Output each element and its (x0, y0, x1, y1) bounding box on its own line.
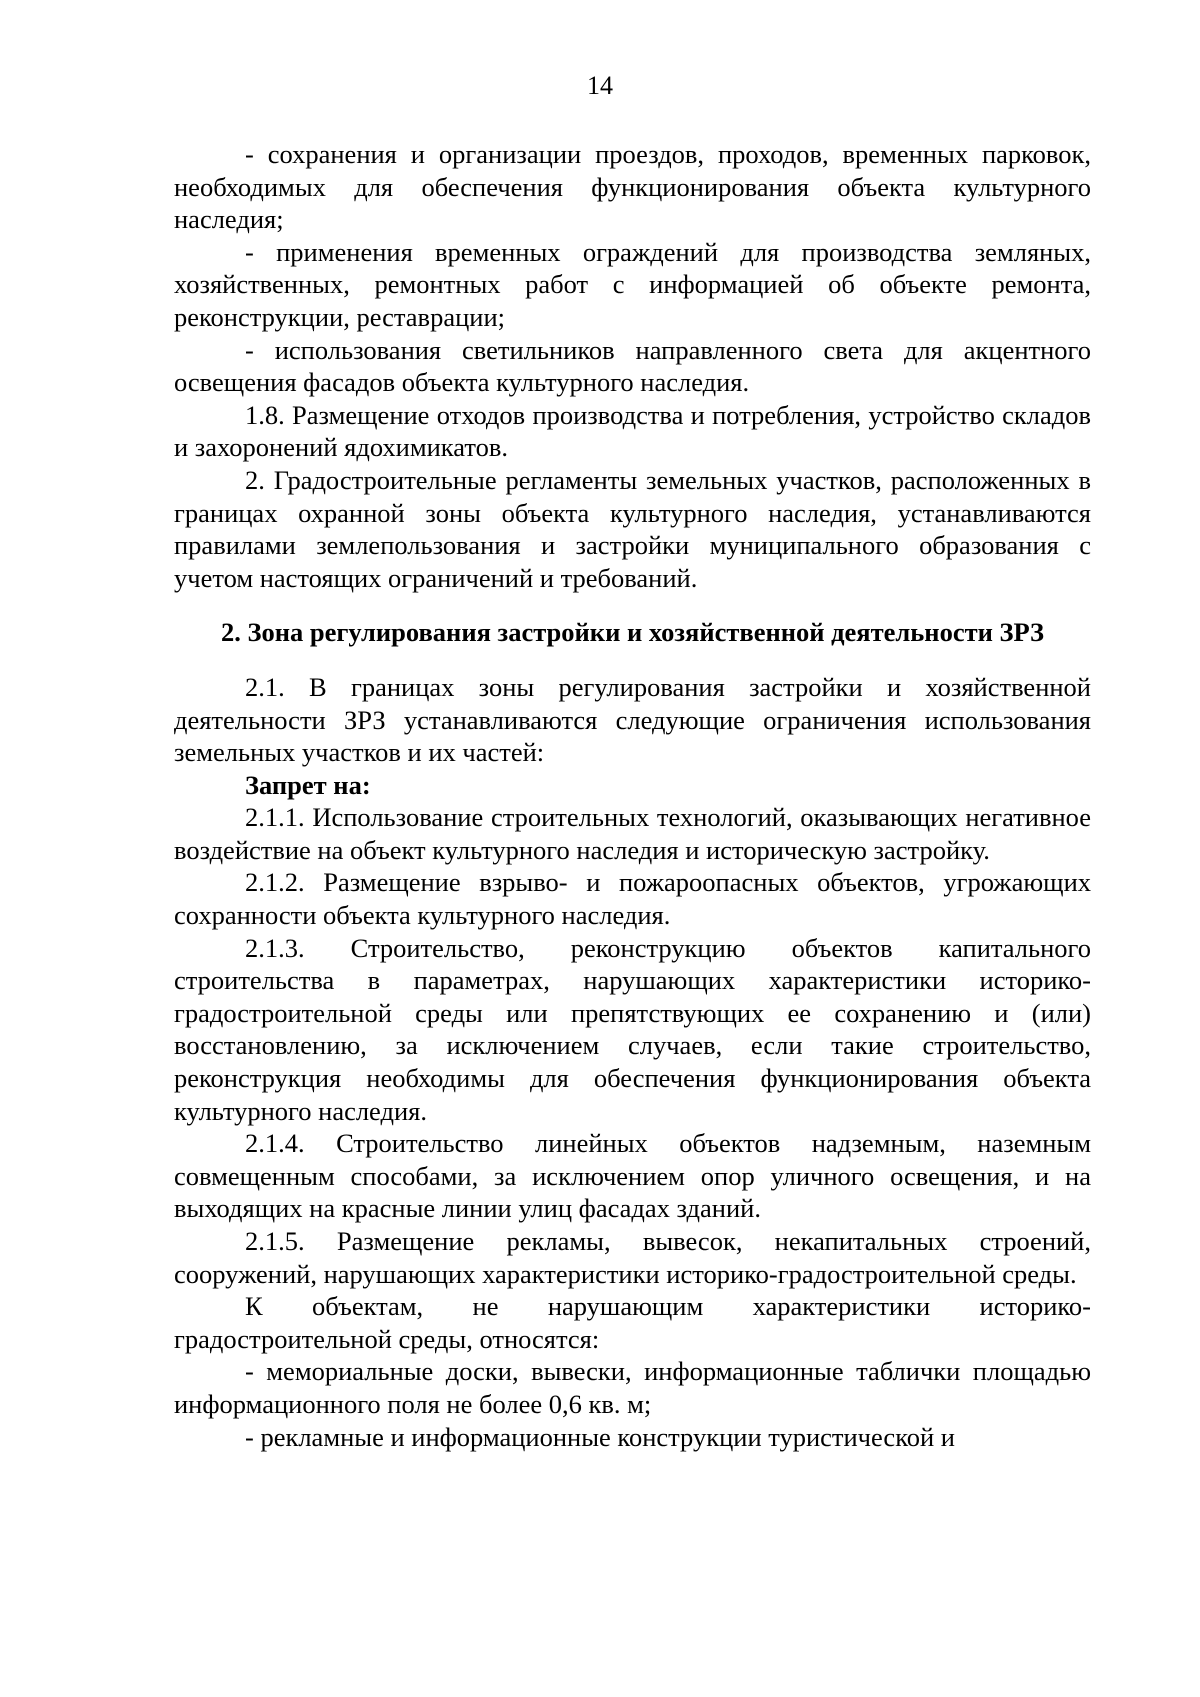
paragraph-1-8: 1.8. Размещение отходов производства и потребления, устройство складов и захоронений ядохимикатов. (174, 399, 1091, 463)
paragraph-2-1: 2.1. В границах зоны регулирования застройки и хозяйственной деятельности ЗРЗ устанавливаются следующие ограничения использования земельных участков и их частей: (174, 671, 1091, 768)
paragraph-2-regulations: 2. Градостроительные регламенты земельных участков, расположенных в границах охранной зоны объекта культурного наследия, устанавливаются правилами землепользования и застройки муниципального образования с учетом настоящих ограничений и требований. (174, 464, 1091, 593)
paragraph-2-1-3: 2.1.3. Строительство, реконструкцию объектов капитального строительства в параметрах, нарушающих характеристики историко-градостроительной среды или препятствующих ее сохранению и (или) восстановлению, за исключением случаев, если такие строительство, реконструкция необходимы для обеспечения функционирования объекта культурного наследия. (174, 932, 1091, 1126)
paragraph-non-violating-objects: К объектам, не нарушающим характеристики историко-градостроительной среды, относятся: (174, 1291, 1091, 1354)
paragraph-2-1-1: 2.1.1. Использование строительных технологий, оказывающих негативное воздействие на объект культурного наследия и историческую застройку. (174, 802, 1091, 865)
section-heading: 2. Зона регулирования застройки и хозяйственной деятельности ЗРЗ (221, 617, 1044, 648)
paragraph-parking: - сохранения и организации проездов, проходов, временных парковок, необходимых для обеспечения функционирования объекта культурного наследия; (174, 139, 1091, 235)
paragraph-2-1-5: 2.1.5. Размещение рекламы, вывесок, некапитальных строений, сооружений, нарушающих характеристики историко-градостроительной среды. (174, 1226, 1091, 1289)
page-number: 14 (587, 71, 613, 100)
ban-label: Запрет на: (245, 769, 371, 800)
paragraph-memorial-plaques: - мемориальные доски, вывески, информационные таблички площадью информационного поля не более 0,6 кв. м; (174, 1356, 1091, 1419)
paragraph-temporary-fences: - применения временных ограждений для производства земляных, хозяйственных, ремонтных работ с информацией об объекте ремонта, реконструкции, реставрации; (174, 236, 1091, 332)
paragraph-2-1-4: 2.1.4. Строительство линейных объектов надземным, наземным совмещенным способами, за исключением опор уличного освещения, и на выходящих на красные линии улиц фасадах зданий. (174, 1128, 1091, 1224)
paragraph-advertising-structures: - рекламные и информационные конструкции туристической и (245, 1421, 955, 1452)
document-body (174, 138, 1091, 1453)
paragraph-2-1-2: 2.1.2. Размещение взрыво- и пожароопасных объектов, угрожающих сохранности объекта культурного наследия. (174, 867, 1091, 931)
paragraph-lighting: - использования светильников направленного света для акцентного освещения фасадов объекта культурного наследия. (174, 334, 1091, 398)
